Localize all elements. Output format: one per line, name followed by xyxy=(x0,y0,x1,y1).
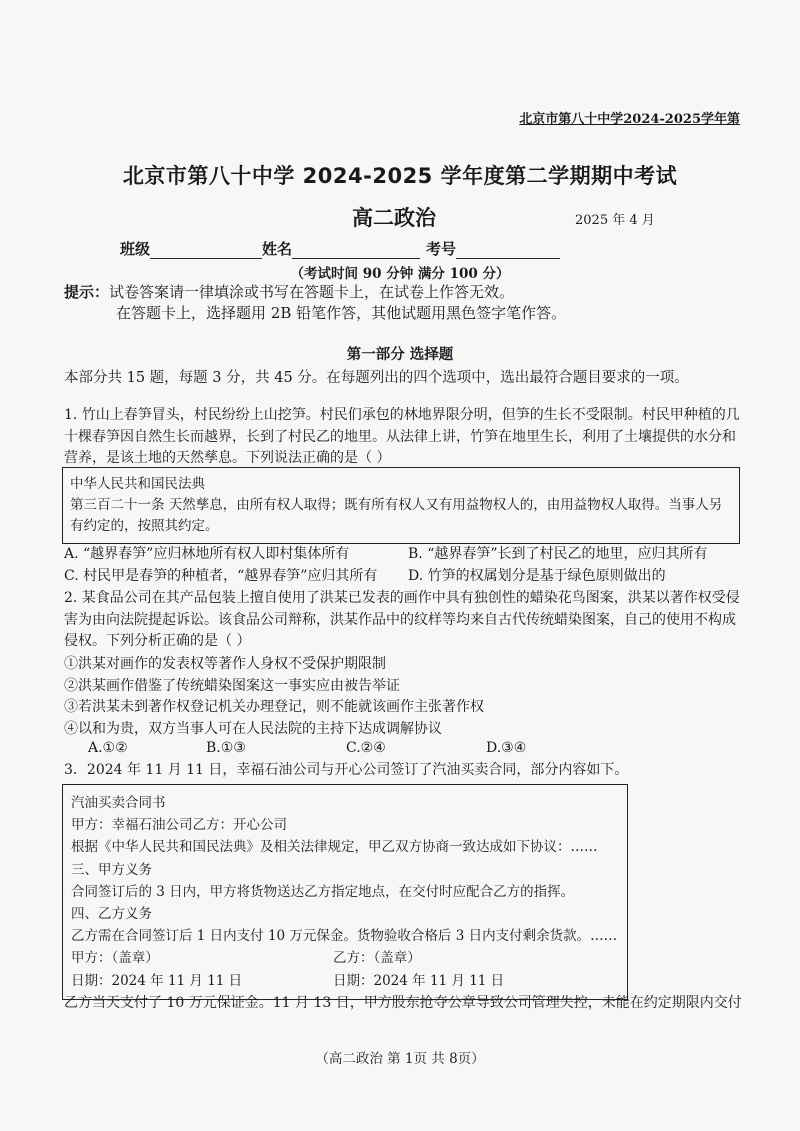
question-3-text: 3．2024 年 11 月 11 日，幸福石油公司与开心公司签订了汽油买卖合同，部分内容如下。 xyxy=(64,762,629,778)
law-box-text: 第三百二十一条 天然孳息，由所有权人取得；既有所有权人又有用益物权人的，由用益物权人取得。当事人另有约定的，按照其约定。 xyxy=(70,497,723,534)
contract-basis: 根据《中华人民共和国民法典》及相关法律规定，甲乙双方协商一致达成如下协议：…… xyxy=(71,839,598,856)
name-label: 姓名 xyxy=(262,240,293,258)
page-footer: （高二政治 第 1页 共 8页） xyxy=(315,1051,485,1067)
contract-section-4-title: 四、乙方义务 xyxy=(71,906,152,923)
q2-statement-4: ④以和为贵，双方当事人可在人民法院的主持下达成调解协议 xyxy=(64,720,442,737)
contract-box xyxy=(62,784,628,1000)
q2-option-b[interactable]: B.①③ xyxy=(206,740,246,756)
contract-title: 汽油买卖合同书 xyxy=(71,795,166,811)
q1-option-c[interactable]: C. 村民甲是春笋的种植者，“越界春笋”应归其所有 xyxy=(64,567,378,584)
contract-section-3-text: 合同签订后的 3 日内，甲方将货物送达乙方指定地点，在交付时应配合乙方的指挥。 xyxy=(71,883,575,900)
question-1-text: 1. 竹山上春笋冒头，村民纷纷上山挖笋。村民们承包的林地界限分明，但笋的生长不受限制。村民甲种植的几十棵春笋因自然生长而越界，长到了村民乙的地里。从法律上讲，竹笋在地里生长，利用了土壤提供的水分和营养，是该土地的天然孳息。下列说法正确的是（ ） xyxy=(64,407,740,466)
number-label: 考号 xyxy=(426,240,457,258)
question-2-text: 2. 某食品公司在其产品包装上擅自使用了洪某已发表的画作中具有独创性的蜡染花鸟图案，洪某以著作权受侵害为由向法院提起诉讼。该食品公司辩称，洪某作品中的纹样等均来自古代传统蜡染图案，自己的使用不构成侵权。下列分析正确的是（ ） xyxy=(64,590,740,649)
name-blank[interactable] xyxy=(292,242,420,259)
student-info-row xyxy=(120,238,560,259)
party-b-seal: 乙方：（盖章） xyxy=(333,950,421,967)
section-desc: 本部分共 15 题，每题 3 分，共 45 分。在每题列出的四个选项中，选出最符合题目要求的一项。 xyxy=(64,370,689,386)
q2-option-a[interactable]: A.①② xyxy=(88,740,128,756)
tips-line-2: 在答题卡上，选择题用 2B 铅笔作答，其他试题用黑色签字笔作答。 xyxy=(116,304,567,322)
q2-statement-1: ①洪某对画作的发表权等著作人身权不受保护期限制 xyxy=(64,656,386,672)
q2-option-d[interactable]: D.③④ xyxy=(486,740,527,756)
question-2-statements xyxy=(64,654,484,740)
party-b-date: 日期：2024 年 11 月 11 日 xyxy=(333,972,505,989)
section-title: 第一部分 选择题 xyxy=(346,346,454,363)
party-a-date: 日期：2024 年 11 月 11 日 xyxy=(71,972,243,989)
contract-section-3-title: 三、甲方义务 xyxy=(71,861,152,878)
q1-option-b[interactable]: B. “越界春笋”长到了村民乙的地里，应归其所有 xyxy=(408,546,708,562)
party-a-seal: 甲方：（盖章） xyxy=(71,950,159,967)
class-label: 班级 xyxy=(120,240,151,258)
q1-option-d[interactable]: D. 竹笋的权属划分是基于绿色原则做出的 xyxy=(408,567,666,584)
tips-label: 提示： xyxy=(64,283,110,301)
contract-parties: 甲方：幸福石油公司乙方：开心公司 xyxy=(71,817,287,834)
question-2-options xyxy=(88,740,526,756)
subject-title: 高二政治 xyxy=(352,206,436,230)
q1-option-a[interactable]: A. “越界春笋”应归林地所有权人即村集体所有 xyxy=(64,546,350,562)
page-title: 北京市第八十中学 2024-2025 学年度第二学期期中考试 xyxy=(122,164,678,188)
contract-section-4-text: 乙方需在合同签订后 1 日内支付 10 万元保金。货物验收合格后 3 日内支付剩余货款。…… xyxy=(71,928,618,945)
q2-statement-2: ②洪某画作借鉴了传统蜡染图案这一事实应由被告举证 xyxy=(64,677,400,694)
contract-date-row xyxy=(71,970,619,992)
question-1-options xyxy=(64,544,744,587)
exam-date: 2025 年 4 月 xyxy=(575,213,655,228)
law-box-title: 中华人民共和国民法典 xyxy=(70,476,205,492)
tips-line-1: 试卷答案请一律填涂或书写在答题卡上，在试卷上作答无效。 xyxy=(109,283,515,301)
q2-option-c[interactable]: C.②④ xyxy=(346,740,386,756)
question-1-law-box xyxy=(62,467,740,544)
class-blank[interactable] xyxy=(150,242,262,259)
exam-meta: （考试时间 90 分钟 满分 100 分） xyxy=(290,266,510,282)
number-blank[interactable] xyxy=(456,242,560,259)
header-tag: 北京市第八十中学2024-2025学年第 xyxy=(519,112,740,127)
question-3-continuation: 乙方当天支付了 10 万元保证金。11 月 13 日，甲方股东抢夺公章导致公司管理失控，未能在约定期限内交付 xyxy=(64,995,742,1011)
contract-seal-row xyxy=(71,947,619,969)
q2-statement-3: ③若洪某未到著作权登记机关办理登记，则不能就该画作主张著作权 xyxy=(64,699,484,715)
tips xyxy=(64,282,566,324)
